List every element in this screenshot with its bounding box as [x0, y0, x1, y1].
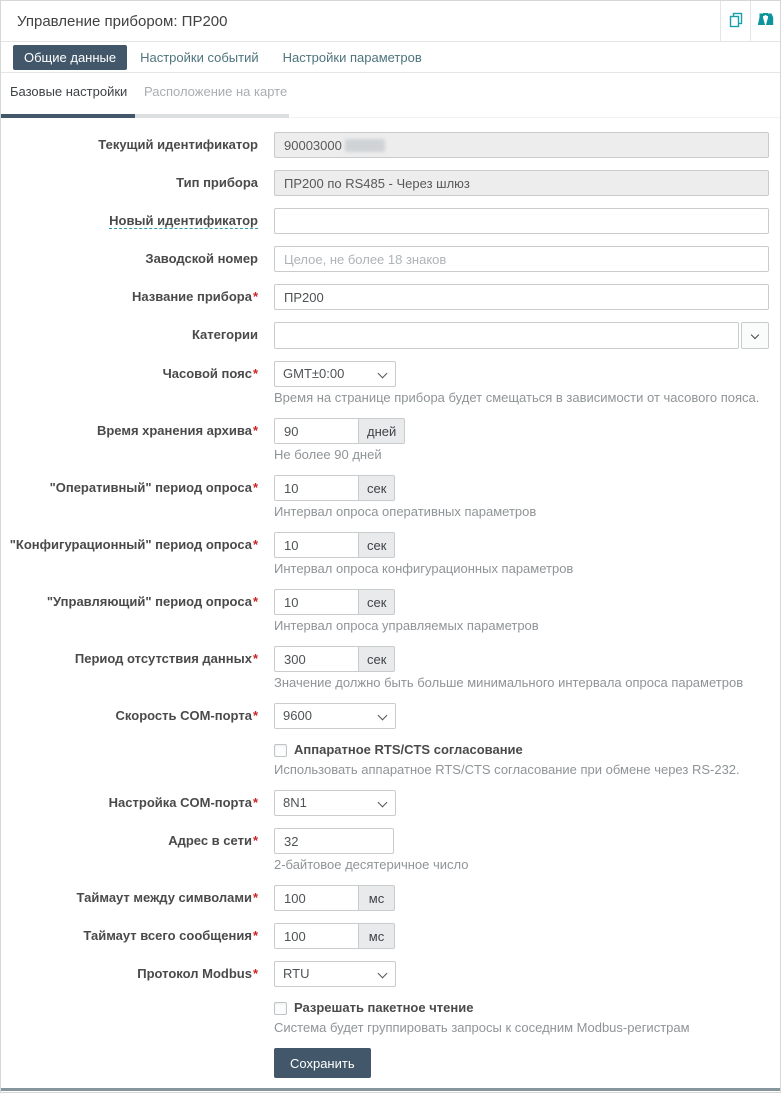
- chevron-down-icon: [751, 330, 759, 338]
- no-data-period-input[interactable]: [274, 646, 359, 672]
- bottom-divider: [1, 1088, 780, 1091]
- required-mark: *: [252, 795, 258, 810]
- batch-read-checkbox-label[interactable]: Разрешать пакетное чтение: [294, 1000, 474, 1015]
- required-mark: *: [252, 651, 258, 666]
- categories-dropdown-button[interactable]: [741, 322, 769, 349]
- field-rts-cts: [1, 741, 780, 778]
- com-port-speed-label: Скорость COM-порта: [115, 708, 252, 723]
- device-name-input[interactable]: [274, 284, 769, 310]
- field-serial-number: [1, 246, 780, 272]
- subtab-basic-settings[interactable]: Базовые настройки: [1, 73, 135, 118]
- categories-input[interactable]: [274, 322, 739, 349]
- operative-poll-period-help: Интервал опроса оперативных параметров: [274, 504, 537, 519]
- field-current-identifier: [1, 132, 780, 158]
- redacted-digits: [345, 139, 385, 152]
- no-data-period-label: Период отсутствия данных: [74, 651, 252, 666]
- current-identifier-label: Текущий идентификатор: [98, 137, 258, 152]
- archive-period-help: Не более 90 дней: [274, 447, 382, 462]
- archive-period-input[interactable]: [274, 418, 359, 444]
- required-mark: *: [252, 594, 258, 609]
- new-identifier-input[interactable]: [274, 208, 769, 234]
- network-address-help: 2-байтовое десятеричное число: [274, 857, 469, 872]
- control-poll-period-input[interactable]: [274, 589, 359, 615]
- symbol-timeout-input[interactable]: [274, 885, 359, 911]
- categories-label: Категории: [191, 327, 258, 342]
- field-device-name: [1, 284, 780, 310]
- timezone-select[interactable]: GMT±0:00: [274, 361, 396, 387]
- field-network-address: [1, 828, 780, 873]
- field-symbol-timeout: [1, 885, 780, 911]
- copy-icon: [728, 12, 744, 31]
- field-operative-poll-period: [1, 475, 780, 520]
- basic-settings-form: [1, 118, 780, 1078]
- modbus-protocol-label: Протокол Modbus: [137, 966, 252, 981]
- modbus-protocol-select[interactable]: RTU: [274, 961, 396, 987]
- field-categories: [1, 322, 780, 349]
- serial-number-label: Заводской номер: [145, 251, 258, 266]
- main-tabbar: [1, 42, 780, 73]
- field-message-timeout: [1, 923, 780, 949]
- archive-period-unit: дней: [359, 418, 405, 444]
- control-poll-period-unit: сек: [359, 589, 395, 615]
- configuration-poll-period-help: Интервал опроса конфигурационных параметров: [274, 561, 574, 576]
- new-identifier-label[interactable]: Новый идентификатор: [109, 213, 258, 228]
- chevron-down-icon: [378, 798, 388, 808]
- field-com-port-settings: [1, 790, 780, 816]
- required-mark: *: [252, 537, 258, 552]
- control-poll-period-help: Интервал опроса управляемых параметров: [274, 618, 539, 633]
- operative-poll-period-input[interactable]: [274, 475, 359, 501]
- no-data-period-help: Значение должно быть больше минимального интервала опроса параметров: [274, 675, 744, 690]
- configuration-poll-period-input[interactable]: [274, 532, 359, 558]
- binoculars-icon: [757, 12, 774, 30]
- com-port-settings-select[interactable]: 8N1: [274, 790, 396, 816]
- message-timeout-input[interactable]: [274, 923, 359, 949]
- configuration-poll-period-label: "Конфигурационный" период опроса: [9, 537, 252, 552]
- com-port-settings-label: Настройка COM-порта: [108, 795, 252, 810]
- chevron-down-icon: [378, 711, 388, 721]
- required-mark: *: [252, 366, 258, 381]
- no-data-period-unit: сек: [359, 646, 395, 672]
- sub-tabbar: [1, 73, 780, 118]
- field-configuration-poll-period: [1, 532, 780, 577]
- symbol-timeout-label: Таймаут между символами: [76, 890, 252, 905]
- required-mark: *: [252, 966, 258, 981]
- field-no-data-period: [1, 646, 780, 691]
- field-new-identifier: [1, 208, 780, 234]
- tab-event-settings[interactable]: Настройки событий: [140, 49, 259, 65]
- required-mark: *: [252, 480, 258, 495]
- field-archive-period: [1, 418, 780, 463]
- required-mark: *: [252, 423, 258, 438]
- required-mark: *: [252, 708, 258, 723]
- configuration-poll-period-unit: сек: [359, 532, 395, 558]
- field-timezone: [1, 361, 780, 406]
- field-modbus-protocol: [1, 961, 780, 987]
- network-address-label: Адрес в сети: [168, 833, 252, 848]
- operative-poll-period-label: "Оперативный" период опроса: [49, 480, 252, 495]
- serial-number-input[interactable]: [274, 246, 769, 272]
- chevron-down-icon: [378, 969, 388, 979]
- required-mark: *: [252, 890, 258, 905]
- chevron-down-icon: [378, 369, 388, 379]
- device-type-label: Тип прибора: [176, 175, 258, 190]
- required-mark: *: [252, 928, 258, 943]
- tab-parameter-settings[interactable]: Настройки параметров: [282, 49, 422, 65]
- network-address-input[interactable]: [274, 828, 394, 854]
- rts-cts-help: Использовать аппаратное RTS/CTS согласование при обмене через RS-232.: [274, 762, 740, 777]
- batch-read-help: Система будет группировать запросы к соседним Modbus-регистрам: [274, 1020, 690, 1035]
- tab-general-data[interactable]: Общие данные: [13, 45, 127, 70]
- timezone-label: Часовой пояс: [162, 366, 252, 381]
- field-device-type: [1, 170, 780, 196]
- search-device-button[interactable]: [750, 1, 780, 41]
- control-poll-period-label: "Управляющий" период опроса: [46, 594, 252, 609]
- device-type-input: ПР200 по RS485 - Через шлюз: [274, 170, 769, 196]
- device-name-label: Название прибора: [132, 289, 252, 304]
- panel-header: [1, 1, 780, 42]
- required-mark: *: [252, 833, 258, 848]
- field-batch-read: [1, 999, 780, 1036]
- rts-cts-checkbox-label[interactable]: Аппаратное RTS/CTS согласование: [294, 742, 523, 757]
- page-title: Управление прибором: ПР200: [17, 12, 228, 30]
- subtab-map-location[interactable]: Расположение на карте: [135, 73, 289, 118]
- field-control-poll-period: [1, 589, 780, 634]
- save-button[interactable]: Сохранить: [274, 1048, 371, 1078]
- message-timeout-unit: мс: [359, 923, 395, 949]
- com-port-speed-select[interactable]: 9600: [274, 703, 396, 729]
- symbol-timeout-unit: мс: [359, 885, 395, 911]
- message-timeout-label: Таймаут всего сообщения: [83, 928, 252, 943]
- archive-period-label: Время хранения архива: [96, 423, 252, 438]
- field-com-port-speed: [1, 703, 780, 729]
- required-mark: *: [252, 289, 258, 304]
- copy-device-button[interactable]: [720, 1, 750, 41]
- operative-poll-period-unit: сек: [359, 475, 395, 501]
- timezone-help: Время на странице прибора будет смещаться в зависимости от часового пояса.: [274, 390, 760, 405]
- save-row: [1, 1048, 780, 1078]
- rts-cts-checkbox[interactable]: [274, 744, 287, 757]
- batch-read-checkbox[interactable]: [274, 1002, 287, 1015]
- current-identifier-input: 90003000: [274, 132, 769, 158]
